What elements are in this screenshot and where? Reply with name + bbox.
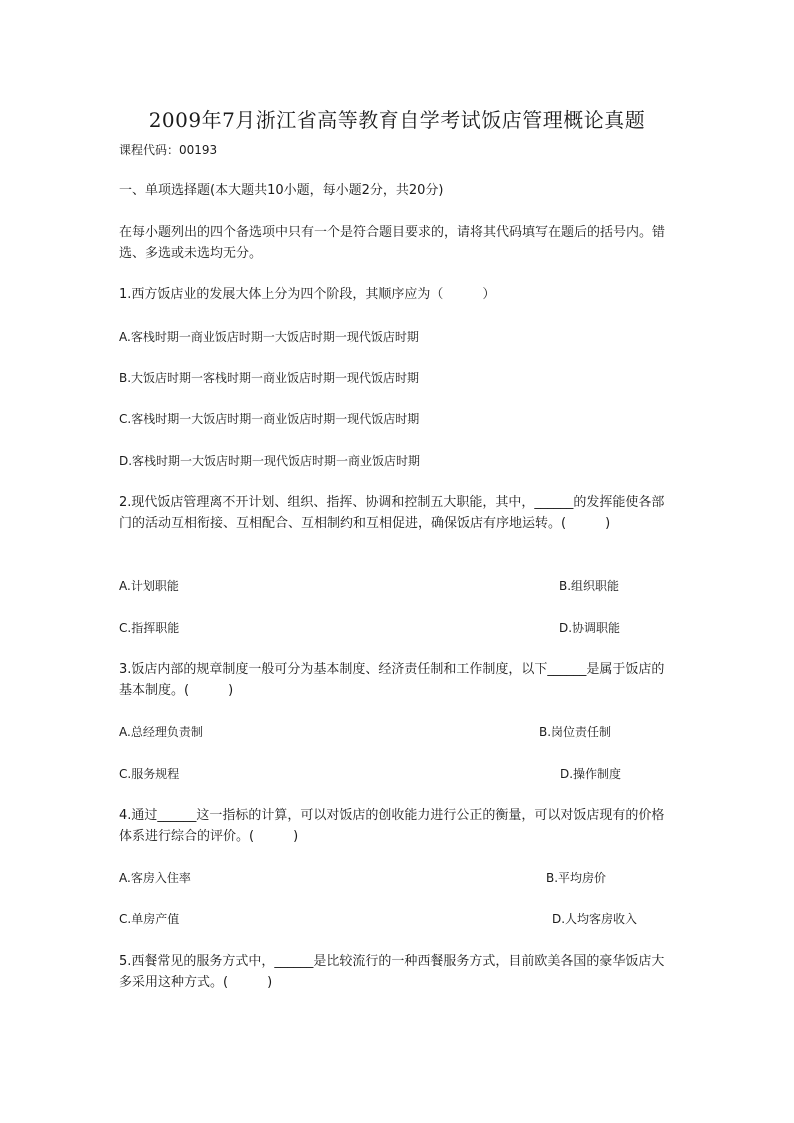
instructions: 在每小题列出的四个备选项中只有一个是符合题目要求的，请将其代码填写在题后的括号内。错选、多选或未选均无分。: [119, 225, 666, 261]
course-code: 课程代码：00193: [119, 143, 218, 157]
question-3-option-a: A.总经理负责制: [119, 725, 203, 739]
question-1-option-c: C.客栈时期一大饭店时期一商业饭店时期一现代饭店时期: [119, 412, 420, 426]
question-3-option-d: D.操作制度: [560, 767, 622, 781]
section-heading: 一、单项选择题(本大题共10小题，每小题2分，共20分): [119, 183, 444, 198]
question-2-option-b: B.组织职能: [559, 579, 620, 593]
question-3-stem: 3.饭店内部的规章制度一般可分为基本制度、经济责任制和工作制度，以下______是属于饭店的基本制度。( ): [119, 662, 665, 698]
question-4-stem: 4.通过______这一指标的计算，可以对饭店的创收能力进行公正的衡量，可以对饭店现有的价格体系进行综合的评价。( ): [119, 808, 665, 844]
question-1-stem: 1.西方饭店业的发展大体上分为四个阶段，其顺序应为（ ）: [119, 287, 496, 302]
question-2-option-c: C.指挥职能: [119, 621, 180, 635]
question-4-option-a: A.客房入住率: [119, 871, 191, 885]
question-2-option-a: A.计划职能: [119, 579, 179, 593]
question-5-stem: 5.西餐常见的服务方式中，______是比较流行的一种西餐服务方式，目前欧美各国的豪华饭店大多采用这种方式。( ): [119, 954, 665, 990]
question-3-option-b: B.岗位责任制: [539, 725, 612, 739]
question-1-option-b: B.大饭店时期一客栈时期一商业饭店时期一现代饭店时期: [119, 371, 420, 385]
question-4-option-c: C.单房产值: [119, 912, 180, 926]
question-1-option-a: A.客栈时期一商业饭店时期一大饭店时期一现代饭店时期: [119, 330, 419, 344]
document-title: 2009年7月浙江省高等教育自学考试饭店管理概论真题: [148, 108, 646, 132]
question-4-option-b: B.平均房价: [546, 871, 607, 885]
question-2-option-d: D.协调职能: [559, 621, 621, 635]
question-3-option-c: C.服务规程: [119, 767, 180, 781]
question-1-option-d: D.客栈时期一大饭店时期一现代饭店时期一商业饭店时期: [119, 454, 421, 468]
question-2-stem: 2.现代饭店管理离不开计划、组织、指挥、协调和控制五大职能，其中，______的发挥能使各部门的活动互相衔接、互相配合、互相制约和互相促进，确保饭店有序地运转。( ): [119, 495, 665, 531]
question-4-option-d: D.人均客房收入: [552, 912, 638, 926]
